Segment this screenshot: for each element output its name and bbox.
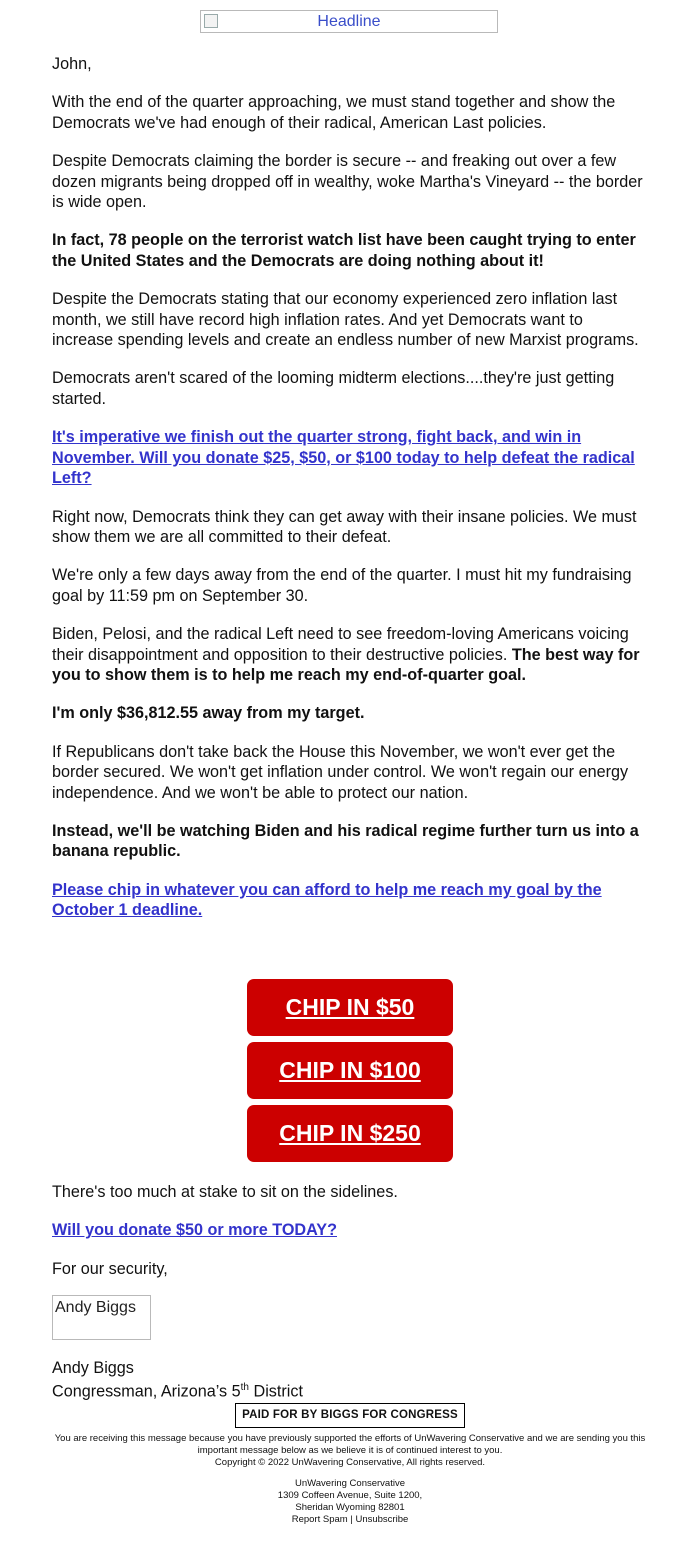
- paragraph-bold: [52, 703, 648, 723]
- chip-in-buttons: [247, 979, 453, 1168]
- paragraph: Right now, Democrats think they can get away with their insane policies. We must show them we are all committed to their defeat.: [52, 507, 637, 546]
- donate-link-paragraph: [52, 427, 648, 488]
- donate-link-deadline[interactable]: Please chip in whatever you can afford to help me reach my goal by the October 1 deadline.: [52, 880, 602, 920]
- paragraph-bold: [52, 821, 648, 862]
- signer-title: [52, 1378, 303, 1402]
- chip-in-100-button[interactable]: CHIP IN $100: [247, 1042, 453, 1099]
- closing-section: [52, 1182, 648, 1297]
- donate-link-today[interactable]: Will you donate $50 or more TODAY?: [52, 1221, 337, 1240]
- bold-text: The best way for you to show them is to help me reach my end-of-quarter goal.: [52, 645, 640, 684]
- paragraph: Democrats aren't scared of the looming midterm elections....they're just getting started.: [52, 369, 615, 408]
- paragraph: Despite Democrats claiming the border is secure -- and freaking out over a few dozen migrants being dropped off in wealthy, woke Martha's Vineyard -- the border is wide open.: [52, 152, 643, 212]
- footer-org: UnWavering Conservative: [295, 1478, 405, 1490]
- paragraph: Despite the Democrats stating that our economy experienced zero inflation last month, we still have record high inflation rates. And yet Democrats want to increase spending levels and create an endless number of new Marxist programs.: [52, 290, 639, 350]
- donate-link-quarter[interactable]: It's imperative we finish out the quarter strong, fight back, and win in November. Will you donate $25, $50, or $100 today to help defeat the radical Left?: [52, 428, 635, 488]
- paragraph: We're only a few days away from the end of the quarter. I must hit my fundraising goal by 11:59 pm on September 30.: [52, 566, 632, 605]
- headline-image[interactable]: [200, 10, 498, 33]
- paragraph: If Republicans don't take back the House this November, we won't ever get the border secured. We won't get inflation under control. We won't regain our energy independence. And we won't be able to protect our nation.: [52, 742, 629, 802]
- donate-link-paragraph: [52, 1220, 648, 1240]
- paragraph: There's too much at stake to sit on the sidelines.: [52, 1183, 398, 1201]
- title-text-end: District: [249, 1382, 303, 1401]
- signature-image: [52, 1295, 151, 1340]
- signature-alt-text: Andy Biggs: [55, 1299, 136, 1316]
- footer-links: [50, 1514, 650, 1526]
- title-text: Congressman, Arizona’s 5: [52, 1382, 241, 1401]
- signature-block: [52, 1358, 303, 1402]
- chip-in-50-button[interactable]: CHIP IN $50: [247, 979, 453, 1036]
- signer-name: Andy Biggs: [52, 1359, 134, 1377]
- chip-in-250-button[interactable]: CHIP IN $250: [247, 1105, 453, 1162]
- paid-for-disclaimer: PAID FOR BY BIGGS FOR CONGRESS: [235, 1403, 465, 1428]
- donate-link-paragraph: [52, 880, 648, 921]
- plain-text: Biden, Pelosi, and the radical Left need to see freedom-loving Americans voicing their disappointment and opposition to their destructive policies.: [52, 625, 629, 664]
- letter-body: [52, 54, 648, 939]
- report-spam-link[interactable]: Report Spam: [291, 1513, 348, 1525]
- unsubscribe-link[interactable]: Unsubscribe: [355, 1513, 409, 1525]
- footer-address-1: 1309 Coffeen Avenue, Suite 1200,: [277, 1490, 423, 1502]
- bold-text: In fact, 78 people on the terrorist watch list have been caught trying to enter the United States and the Democrats are doing nothing about it!: [52, 231, 636, 270]
- title-superscript: th: [240, 1382, 249, 1394]
- signoff: For our security,: [52, 1259, 168, 1278]
- headline-alt-text: Headline: [317, 13, 381, 30]
- paragraph: With the end of the quarter approaching, we must stand together and show the Democrats we've had enough of their radical, American Last policies.: [52, 93, 616, 132]
- footer: [50, 1433, 650, 1526]
- paragraph-bold: [52, 230, 648, 271]
- broken-image-icon: [204, 14, 218, 28]
- footer-copyright: Copyright © 2022 UnWavering Conservative, All rights reserved.: [214, 1456, 486, 1468]
- link-separator: |: [350, 1513, 353, 1525]
- footer-address-2: Sheridan Wyoming 82801: [295, 1501, 405, 1513]
- paragraph-mixed: [52, 624, 648, 685]
- greeting: John,: [52, 55, 92, 73]
- bold-text: Instead, we'll be watching Biden and his radical regime further turn us into a banana republic.: [52, 821, 639, 861]
- footer-notice: You are receiving this message because you have previously supported the efforts of UnWavering Conservative and we are sending you this important message below as we believe it is of continued interest to you.: [54, 1433, 646, 1456]
- bold-text: I'm only $36,812.55 away from my target.: [52, 704, 365, 723]
